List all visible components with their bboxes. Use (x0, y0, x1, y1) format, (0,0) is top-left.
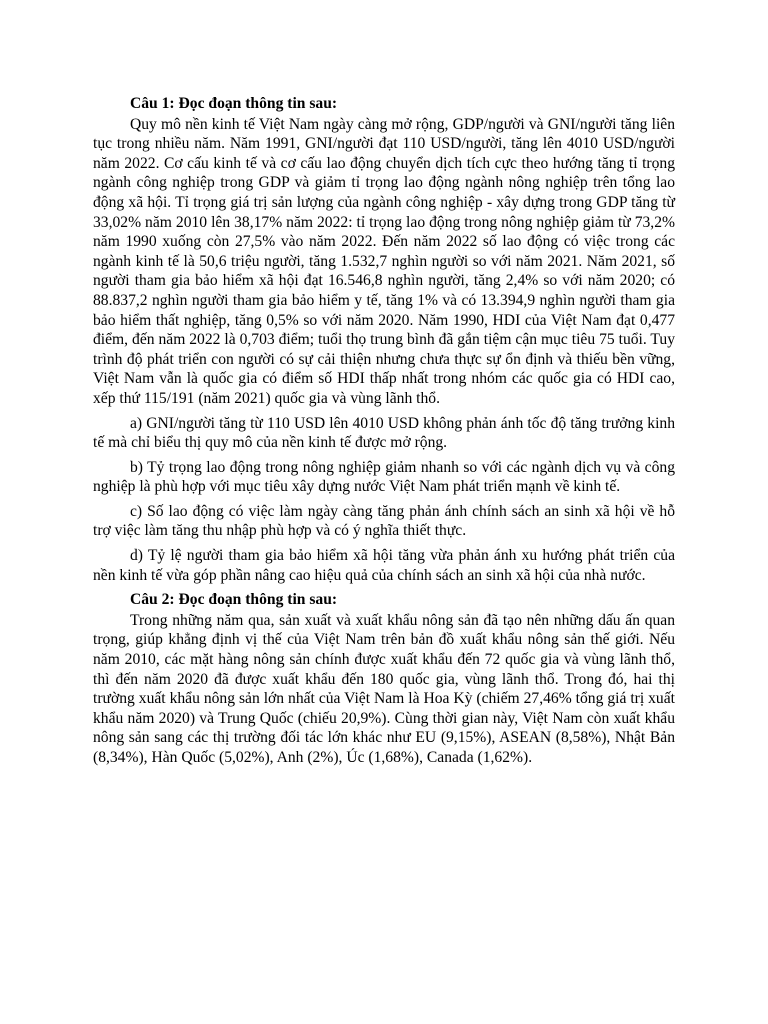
question-1-passage: Quy mô nền kinh tế Việt Nam ngày càng mở rộng, GDP/người và GNI/người tăng liên tục trong nhiều năm. Năm 1991, GNI/người đạt 110 USD/người, tăng lên 4010 USD/người năm 2022. Cơ cấu kinh tế và cơ cấu lao động chuyển dịch tích cực theo hướng tăng tỉ trọng ngành công nghiệp trong GDP và giảm tỉ trọng lao động ngành nông nghiệp trên tổng lao động xã hội. Tỉ trọng giá trị sản lượng của ngành công nghiệp - xây dựng trong GDP tăng từ 33,02% năm 2010 lên 38,17% năm 2022: tỉ trọng lao động trong nông nghiệp giảm từ 73,2% năm 1990 xuống còn 27,5% vào năm 2022. Đến năm 2022 số lao động có việc trong các ngành kinh tế là 50,6 triệu người, tăng 1.532,7 nghìn người so với năm 2021. Năm 2021, số người tham gia bảo hiểm xã hội đạt 16.546,8 nghìn người, tăng 2,4% so với năm 2020; có 88.837,2 nghìn người tham gia bảo hiểm y tế, tăng 1% và có 13.394,9 nghìn người tham gia bảo hiểm thất nghiệp, tăng 0,5% so với năm 2020. Năm 1990, HDI của Việt Nam đạt 0,477 điểm, đến năm 2022 là 0,703 điểm; tuổi thọ trung bình đã gắn tiệm cận mục tiêu 75 tuổi. Tuy trình độ phát triển con người có sự cải thiện nhưng chưa thực sự ổn định và thiếu bền vững, Việt Nam vẫn là quốc gia có điểm số HDI thấp nhất trong nhóm các quốc gia có HDI cao, xếp thứ 115/191 (năm 2021) quốc gia và vùng lãnh thổ. (93, 115, 675, 407)
question-1-option-d: d) Tỷ lệ người tham gia bảo hiểm xã hội tăng vừa phản ánh xu hướng phát triển của nền kinh tế vừa góp phần nâng cao hiệu quả của chính sách an sinh xã hội của nhà nước. (93, 547, 675, 584)
question-1-option-b: b) Tỷ trọng lao động trong nông nghiệp giảm nhanh so với các ngành dịch vụ và công nghiệp là phù hợp với mục tiêu xây dựng nước Việt Nam phát triển mạnh về kinh tế. (93, 458, 675, 496)
question-2 (93, 590, 675, 767)
question-2-title: Câu 2: Đọc đoạn thông tin sau: (130, 591, 338, 609)
question-2-passage: Trong những năm qua, sản xuất và xuất khẩu nông sản đã tạo nên những dấu ấn quan trọng, giúp khẳng định vị thế của Việt Nam trên bản đồ xuất khẩu nông sản thế giới. Nếu năm 2010, các mặt hàng nông sản chính được xuất khẩu đến 72 quốc gia và vùng lãnh thổ, thì đến năm 2020 đã được xuất khẩu đến 180 quốc gia, vùng lãnh thổ. Trong đó, hai thị trường xuất khẩu nông sản lớn nhất của Việt Nam là Hoa Kỳ (chiếm 27,46% tổng giá trị xuất khẩu năm 2020) và Trung Quốc (chiếu 20,9%). Cùng thời gian này, Việt Nam còn xuất khẩu nông sản sang các thị trường đối tác lớn khác như EU (9,15%), ASEAN (8,58%), Nhật Bản (8,34%), Hàn Quốc (5,02%), Anh (2%), Úc (1,68%), Canada (1,62%). (93, 611, 675, 766)
question-1-option-a: a) GNI/người tăng từ 110 USD lên 4010 USD không phản ánh tốc độ tăng trưởng kinh tế mà chỉ biểu thị quy mô của nền kinh tế được mở rộng. (93, 414, 675, 452)
question-1-option-c: c) Số lao động có việc làm ngày càng tăng phản ánh chính sách an sinh xã hội về hỗ trợ việc làm tăng thu nhập phù hợp và có ý nghĩa thiết thực. (93, 502, 675, 540)
question-1 (93, 94, 675, 585)
question-1-title: Câu 1: Đọc đoạn thông tin sau: (130, 95, 338, 112)
